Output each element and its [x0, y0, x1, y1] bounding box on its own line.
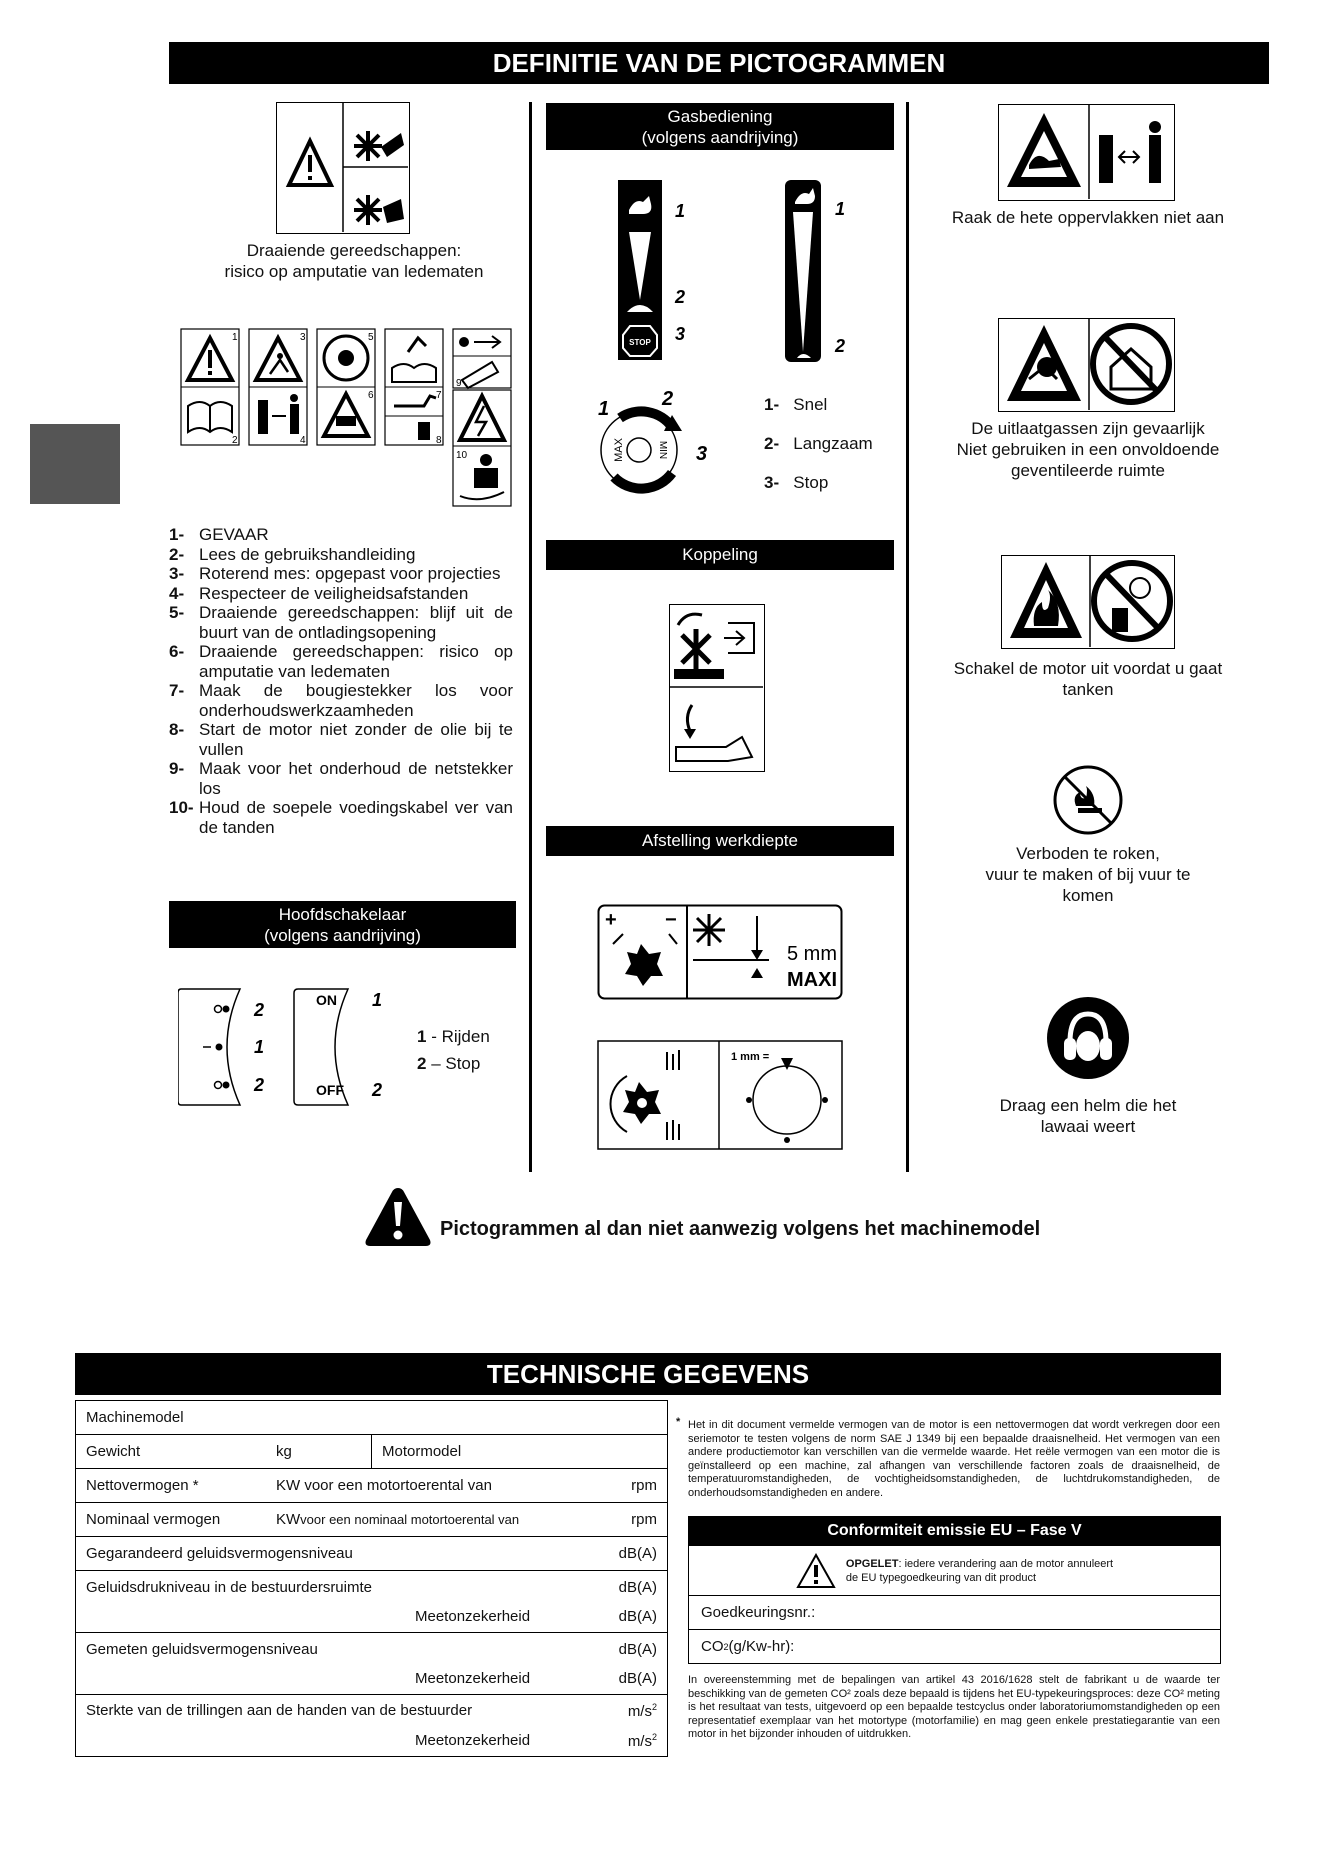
dial-max-label: MAX	[613, 438, 625, 462]
list-item: 4- Respecteer de veiligheidsafstanden	[169, 583, 469, 603]
grid-number: 10	[456, 450, 468, 461]
grid-number: 4	[300, 435, 306, 446]
co2-row: CO 2 (g/Kw-hr):	[689, 1629, 1220, 1663]
grid-number: 8	[436, 435, 442, 446]
warning-icon	[796, 1553, 836, 1589]
exhaust-caption: De uitlaatgassen zijn gevaarlijk Niet gebruiken in een onvoldoende geventileerde ruimte	[956, 419, 1220, 480]
hot-surface-pictogram	[998, 104, 1175, 201]
warning-pictogram-grid	[180, 328, 514, 508]
grid-number: 3	[300, 332, 306, 343]
table-row	[76, 1435, 668, 1469]
main-switch-pictogram	[178, 985, 388, 1109]
list-item: 7- Maak de bougiestekker los voor onderhoudswerkzaamheden	[169, 681, 513, 720]
throttle-legend: 1- Snel 2- Langzaam 3- Stop	[764, 395, 873, 492]
grid-number: 6	[368, 390, 374, 401]
table-cell: Nominaal vermogen KW voor een nominaal motortoerental van rpm	[76, 1503, 668, 1537]
exhaust-pictogram	[998, 318, 1175, 412]
hearing-protection-icon	[1046, 996, 1130, 1080]
table-cell: Motormodel	[372, 1435, 668, 1469]
table-cell: Gewicht kg	[76, 1435, 372, 1469]
switch-mark: 2	[372, 1080, 383, 1100]
plus-label: +	[605, 909, 617, 931]
approval-number-row: Goedkeuringsnr.:	[689, 1595, 1220, 1629]
emission-conformity-box	[688, 1516, 1221, 1664]
list-item: 6- Draaiende gereedschappen: risico op amputatie van ledematen	[169, 642, 513, 681]
table-row	[76, 1537, 668, 1571]
list-item: 5- Draaiende gereedschappen: blijf uit de buurt van de ontladingsopening	[169, 603, 513, 642]
throttle-mark: 1	[675, 201, 686, 221]
switch-mark: 1	[372, 990, 383, 1010]
refuel-caption: Schakel de motor uit voordat u gaat tanken	[953, 659, 1223, 699]
list-item: 9- Maak voor het onderhoud de netstekker los	[169, 759, 513, 798]
pictogram-legend	[169, 525, 513, 837]
refuel-pictogram	[1001, 555, 1175, 649]
switch-off-label: OFF	[316, 1082, 344, 1098]
grid-number: 2	[232, 435, 238, 446]
depth-pictogram	[597, 904, 843, 1000]
throttle-pictogram	[615, 180, 855, 365]
dial-mark: 1	[598, 398, 610, 420]
table-cell: Machinemodel	[76, 1401, 668, 1435]
column-divider	[906, 102, 909, 1172]
table-cell: Nettovermogen * KW voor een motortoerental van rpm	[76, 1469, 668, 1503]
warning-icon	[364, 1186, 432, 1248]
list-item: 2- Lees de gebruikshandleiding	[169, 544, 416, 564]
table-row	[76, 1633, 668, 1695]
list-item: 8- Start de motor niet zonder de olie bij te vullen	[169, 720, 513, 759]
rotating-tools-caption: Draaiende gereedschappen: risico op amputatie van ledematen	[224, 241, 484, 281]
conformity-warning: OPGELET: iedere verandering aan de motor annuleert de EU typegoedkeuring van dit product	[689, 1545, 1220, 1595]
throttle-mark: 2	[835, 336, 846, 356]
hearing-protection-caption: Draag een helm die het lawaai weert	[999, 1096, 1177, 1136]
table-cell: Gegarandeerd geluidsvermogensniveau dB(A)	[76, 1537, 668, 1571]
minus-label: −	[665, 909, 677, 931]
hot-surface-caption: Raak de hete oppervlakken niet aan	[951, 208, 1225, 227]
conformity-title: Conformiteit emissie EU – Fase V	[689, 1517, 1220, 1545]
throttle-title: Gasbediening (volgens aandrijving)	[546, 103, 894, 150]
column-divider	[529, 102, 532, 1172]
table-row	[76, 1571, 668, 1633]
clutch-pictogram	[669, 604, 765, 772]
no-smoking-icon	[1052, 764, 1124, 836]
co2-note: In overeenstemming met de bepalingen van artikel 43 2016/1628 stelt de fabrikant u de waarde ter beschikking van de gemeten CO² zoals deze bepaald is tijdens het EU-typekeuringsproces: deze CO² meting is het resultaat van tests, uitgevoerd op een bepaalde testcyclus onder laboratoriumomstandigheden op een representatief exemplaar van het motortype (motorfamilie) en mag geen enkele prestatiegarantie van een motor in het bijzonder inhouden of uitdrukken.	[688, 1674, 1220, 1740]
dial-mark: 3	[696, 443, 708, 465]
table-cell: Gemeten geluidsvermogensniveau dB(A) Meetonzekerheid dB(A)	[76, 1633, 668, 1695]
table-cell: Sterkte van de trillingen aan de handen van de bestuurder $m/s^2$ Meetonzekerheid $m/s^2$	[76, 1695, 668, 1757]
tech-table	[75, 1400, 668, 1757]
power-footnote: Het in dit document vermelde vermogen van de motor is een nettovermogen dat wordt verkregen door een seriemotor te testen volgens de norm SAE J 1349 bij een bepaalde draaisnelheid. Het vermogen van een andere productiemotor kan verschillen van die vermelde waarde. Het reële vermogen van een motor die is geïnstalleerd op een machine, zal afhangen van verschillende factoren zoals de draaisnelheid, de temperatuuromstandigheden, de vochtigheidsomstandigheden, de luchtdrukomstandigheden, de onderhoudsomstandigheden en andere.	[688, 1419, 1220, 1499]
switch-on-label: ON	[316, 992, 337, 1008]
list-item: 1- GEVAAR	[169, 525, 269, 544]
grid-number: 5	[368, 332, 374, 343]
table-cell: Geluidsdrukniveau in de bestuurdersruimte dB(A) Meetonzekerheid dB(A)	[76, 1571, 668, 1633]
grid-number: 1	[232, 332, 238, 343]
main-switch-title: Hoofdschakelaar (volgens aandrijving)	[169, 901, 516, 948]
grid-number: 9	[456, 378, 462, 389]
throttle-dial-pictogram	[590, 385, 720, 495]
dial-min-label: MIN	[657, 440, 668, 460]
chapter-tab	[30, 424, 120, 504]
clutch-title: Koppeling	[546, 540, 894, 570]
table-row	[76, 1503, 668, 1537]
footnote-star: *	[676, 1416, 681, 1428]
rotating-tools-pictogram	[276, 102, 410, 234]
list-item: 10- Houd de soepele voedingskabel ver van de tanden	[169, 798, 513, 837]
table-row	[76, 1469, 668, 1503]
main-switch-legend: 1 - Rijden 2 – Stop	[417, 1027, 490, 1073]
page-title: DEFINITIE VAN DE PICTOGRAMMEN	[169, 42, 1269, 84]
stop-label: STOP	[629, 338, 651, 347]
no-smoking-caption: Verboden te roken, vuur te maken of bij vuur te komen	[985, 844, 1191, 905]
switch-mark: 2	[254, 1075, 265, 1095]
throttle-mark: 3	[675, 324, 686, 344]
grid-number: 7	[436, 390, 442, 401]
throttle-mark: 1	[835, 199, 846, 219]
switch-mark: 1	[254, 1037, 265, 1057]
throttle-mark: 2	[675, 287, 686, 307]
list-item: 3- Roterend mes: opgepast voor projecties	[169, 564, 501, 583]
table-row	[76, 1401, 668, 1435]
tech-title: TECHNISCHE GEGEVENS	[75, 1353, 1221, 1395]
dial-mark: 2	[662, 388, 674, 410]
depth-value: 5 mm	[787, 943, 837, 965]
depth-title: Afstelling werkdiepte	[546, 826, 894, 856]
switch-mark: 2	[254, 1000, 265, 1020]
model-notice: Pictogrammen al dan niet aanwezig volgens het machinemodel	[440, 1218, 1041, 1240]
depth-maxi: MAXI	[787, 969, 837, 991]
depth-adjust-pictogram	[597, 1040, 843, 1150]
mm-label: 1 mm =	[731, 1051, 770, 1063]
table-row	[76, 1695, 668, 1757]
